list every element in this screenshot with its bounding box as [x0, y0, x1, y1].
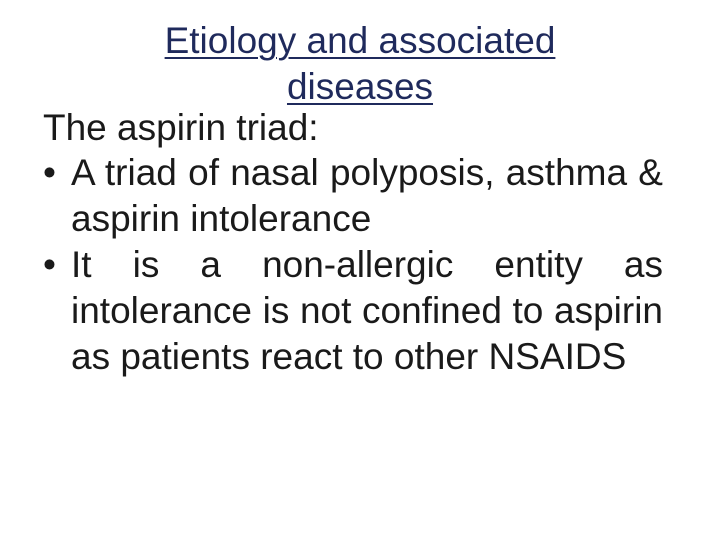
bullet-list	[43, 150, 663, 380]
bullet-icon: •	[43, 152, 56, 193]
slide-title: Etiology and associated diseases	[164, 20, 556, 107]
bullet-icon: •	[43, 244, 56, 285]
slide-subtitle: The aspirin triad:	[43, 107, 319, 148]
bullet-item	[43, 150, 663, 242]
bullet-text: A triad of nasal polyposis, asthma & aspirin intolerance	[71, 152, 663, 239]
bullet-text: It is a non-allergic entity as intolerance is not confined to aspirin as patients react to other NSAIDS	[71, 244, 663, 377]
bullet-item	[43, 242, 663, 380]
